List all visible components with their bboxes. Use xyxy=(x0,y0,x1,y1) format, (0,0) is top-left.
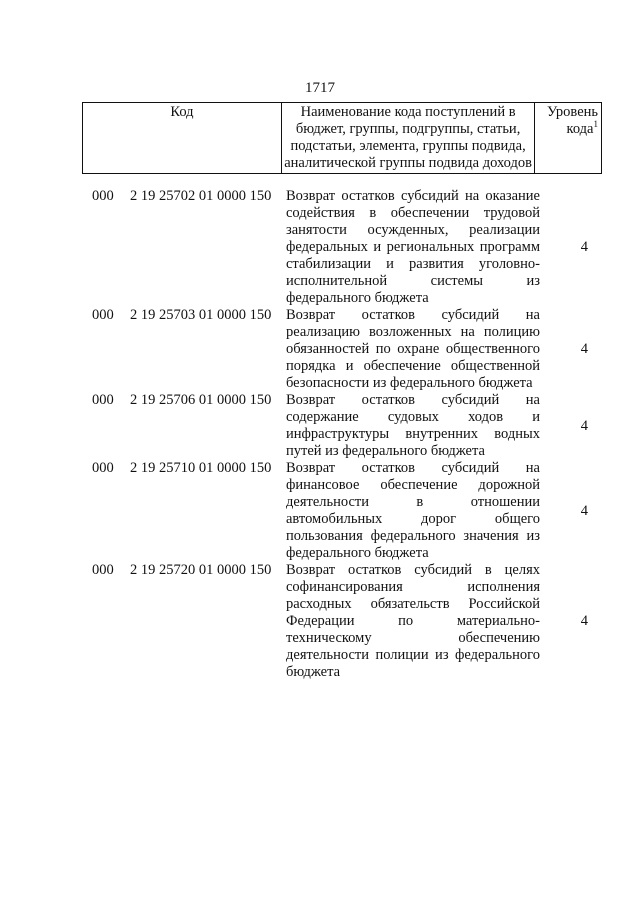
row-income-code: 2 19 25706 01 0000 150 xyxy=(130,392,272,408)
header-level-label: Уровень кода xyxy=(546,104,598,137)
row-admin-code: 000 xyxy=(92,392,114,408)
row-level: 4 xyxy=(580,502,588,519)
table-row xyxy=(92,307,602,392)
row-level: 4 xyxy=(580,613,588,629)
header-name xyxy=(281,103,534,174)
row-admin-code: 000 xyxy=(92,562,114,578)
row-name: Возврат остатков субсидий на реализацию возложенных на полицию обязанностей по охране общественного порядка и обеспечение общественной безопасности из федерального бюджета xyxy=(286,307,540,391)
table-row xyxy=(92,188,602,307)
table-row xyxy=(92,562,602,681)
row-admin-code: 000 xyxy=(92,307,114,323)
table-header xyxy=(82,102,602,174)
row-level: 4 xyxy=(580,239,588,255)
header-code-label: Код xyxy=(170,104,194,120)
header-level xyxy=(535,103,602,174)
row-level: 4 xyxy=(580,417,588,434)
row-name: Возврат остатков субсидий на содержание судовых ходов и инфраструктуры внутренних водных путей из федерального бюджета xyxy=(286,392,540,459)
row-income-code: 2 19 25702 01 0000 150 xyxy=(130,188,272,204)
row-admin-code: 000 xyxy=(92,460,114,476)
table-row xyxy=(92,460,602,562)
row-income-code: 2 19 25703 01 0000 150 xyxy=(130,307,272,323)
row-admin-code: 000 xyxy=(92,188,114,204)
header-code xyxy=(83,103,282,174)
header-level-footnote: 1 xyxy=(593,119,598,130)
row-income-code: 2 19 25720 01 0000 150 xyxy=(130,562,272,578)
header-name-label: Наименование кода поступлений в бюджет, группы, подгруппы, статьи, подстатьи, элемента, группы подвида, аналитической группы подвида доходов xyxy=(284,104,532,171)
page-number: 1717 xyxy=(305,80,335,96)
row-name: Возврат остатков субсидий в целях софинансирования исполнения расходных обязательств Российской Федерации по материально-техническому обеспечению деятельности полиции из федерального бюджета xyxy=(286,562,540,680)
row-name: Возврат остатков субсидий на оказание содействия в обеспечении трудовой занятости осужденных, реализации федеральных и региональных программ стабилизации и развития уголовно-исполнительной системы из федерального бюджета xyxy=(286,188,540,306)
codes-list xyxy=(92,188,602,681)
table-row xyxy=(92,392,602,460)
row-level: 4 xyxy=(580,341,588,357)
row-name: Возврат остатков субсидий на финансовое обеспечение дорожной деятельности в отношении автомобильных дорог общего пользования федерального значения из федерального бюджета xyxy=(286,460,540,561)
row-income-code: 2 19 25710 01 0000 150 xyxy=(130,460,272,476)
